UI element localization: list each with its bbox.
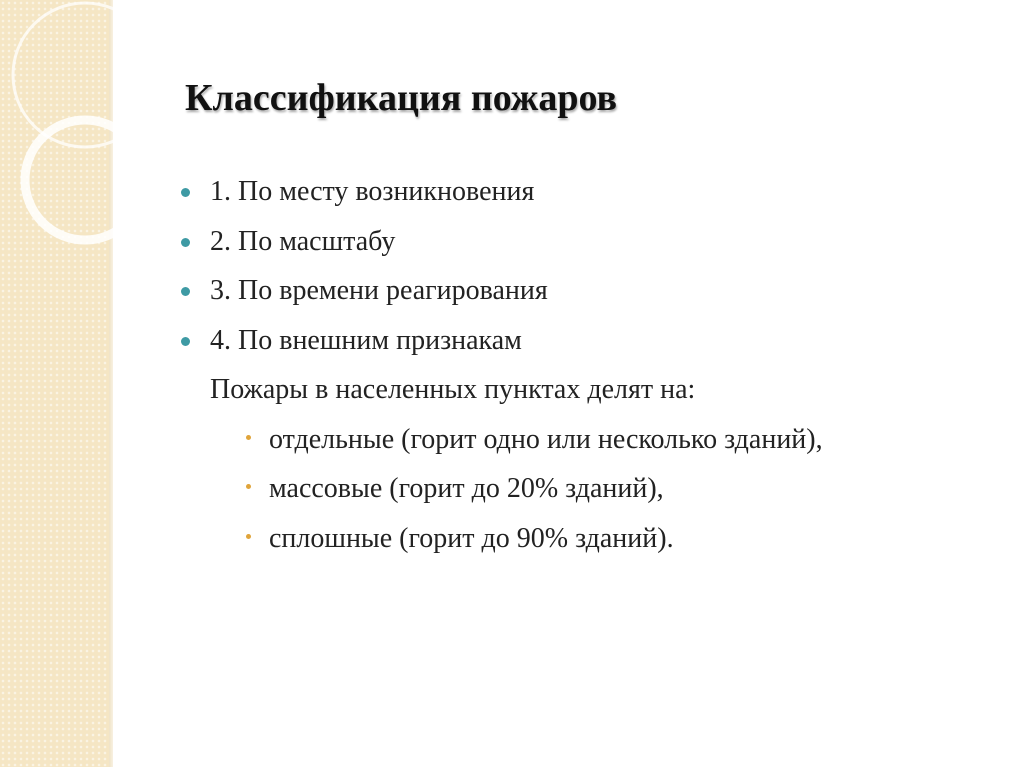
list-item xyxy=(178,266,978,316)
sub-header: Пожары в населенных пунктах делят на: xyxy=(210,374,696,405)
sub-list-item-label: сплошные (горит до 90% зданий). xyxy=(269,522,674,554)
list-item-label: 3. По времени реагирования xyxy=(210,275,548,306)
sub-list-item-label: отдельные (горит одно или несколько зданий), xyxy=(269,423,823,455)
bullet-dot-icon xyxy=(181,287,190,296)
sub-list-item-label: массовые (горит до 20% зданий), xyxy=(269,473,664,504)
slide-content xyxy=(178,167,978,563)
sub-list-item xyxy=(178,415,978,465)
sub-bullet-dot-icon xyxy=(246,484,251,489)
slide-title: Классификация пожаров xyxy=(185,77,618,119)
decorative-rings-icon xyxy=(0,0,140,260)
list-item xyxy=(178,316,978,366)
bullet-dot-icon xyxy=(181,188,190,197)
bullet-dot-icon xyxy=(181,337,190,346)
list-item xyxy=(178,217,978,267)
list-item xyxy=(178,167,978,217)
list-item-label: 2. По масштабу xyxy=(210,225,396,257)
sub-bullet-dot-icon xyxy=(246,534,251,539)
list-item-label: 4. По внешним признакам xyxy=(210,324,522,356)
list-item-label: 1. По месту возникновения xyxy=(210,176,535,207)
bullet-dot-icon xyxy=(181,238,190,247)
sub-bullet-dot-icon xyxy=(246,435,251,440)
settlement-fires-list xyxy=(178,415,978,564)
sub-list-item xyxy=(178,464,978,514)
classification-list xyxy=(178,167,978,365)
sub-list-item xyxy=(178,514,978,564)
